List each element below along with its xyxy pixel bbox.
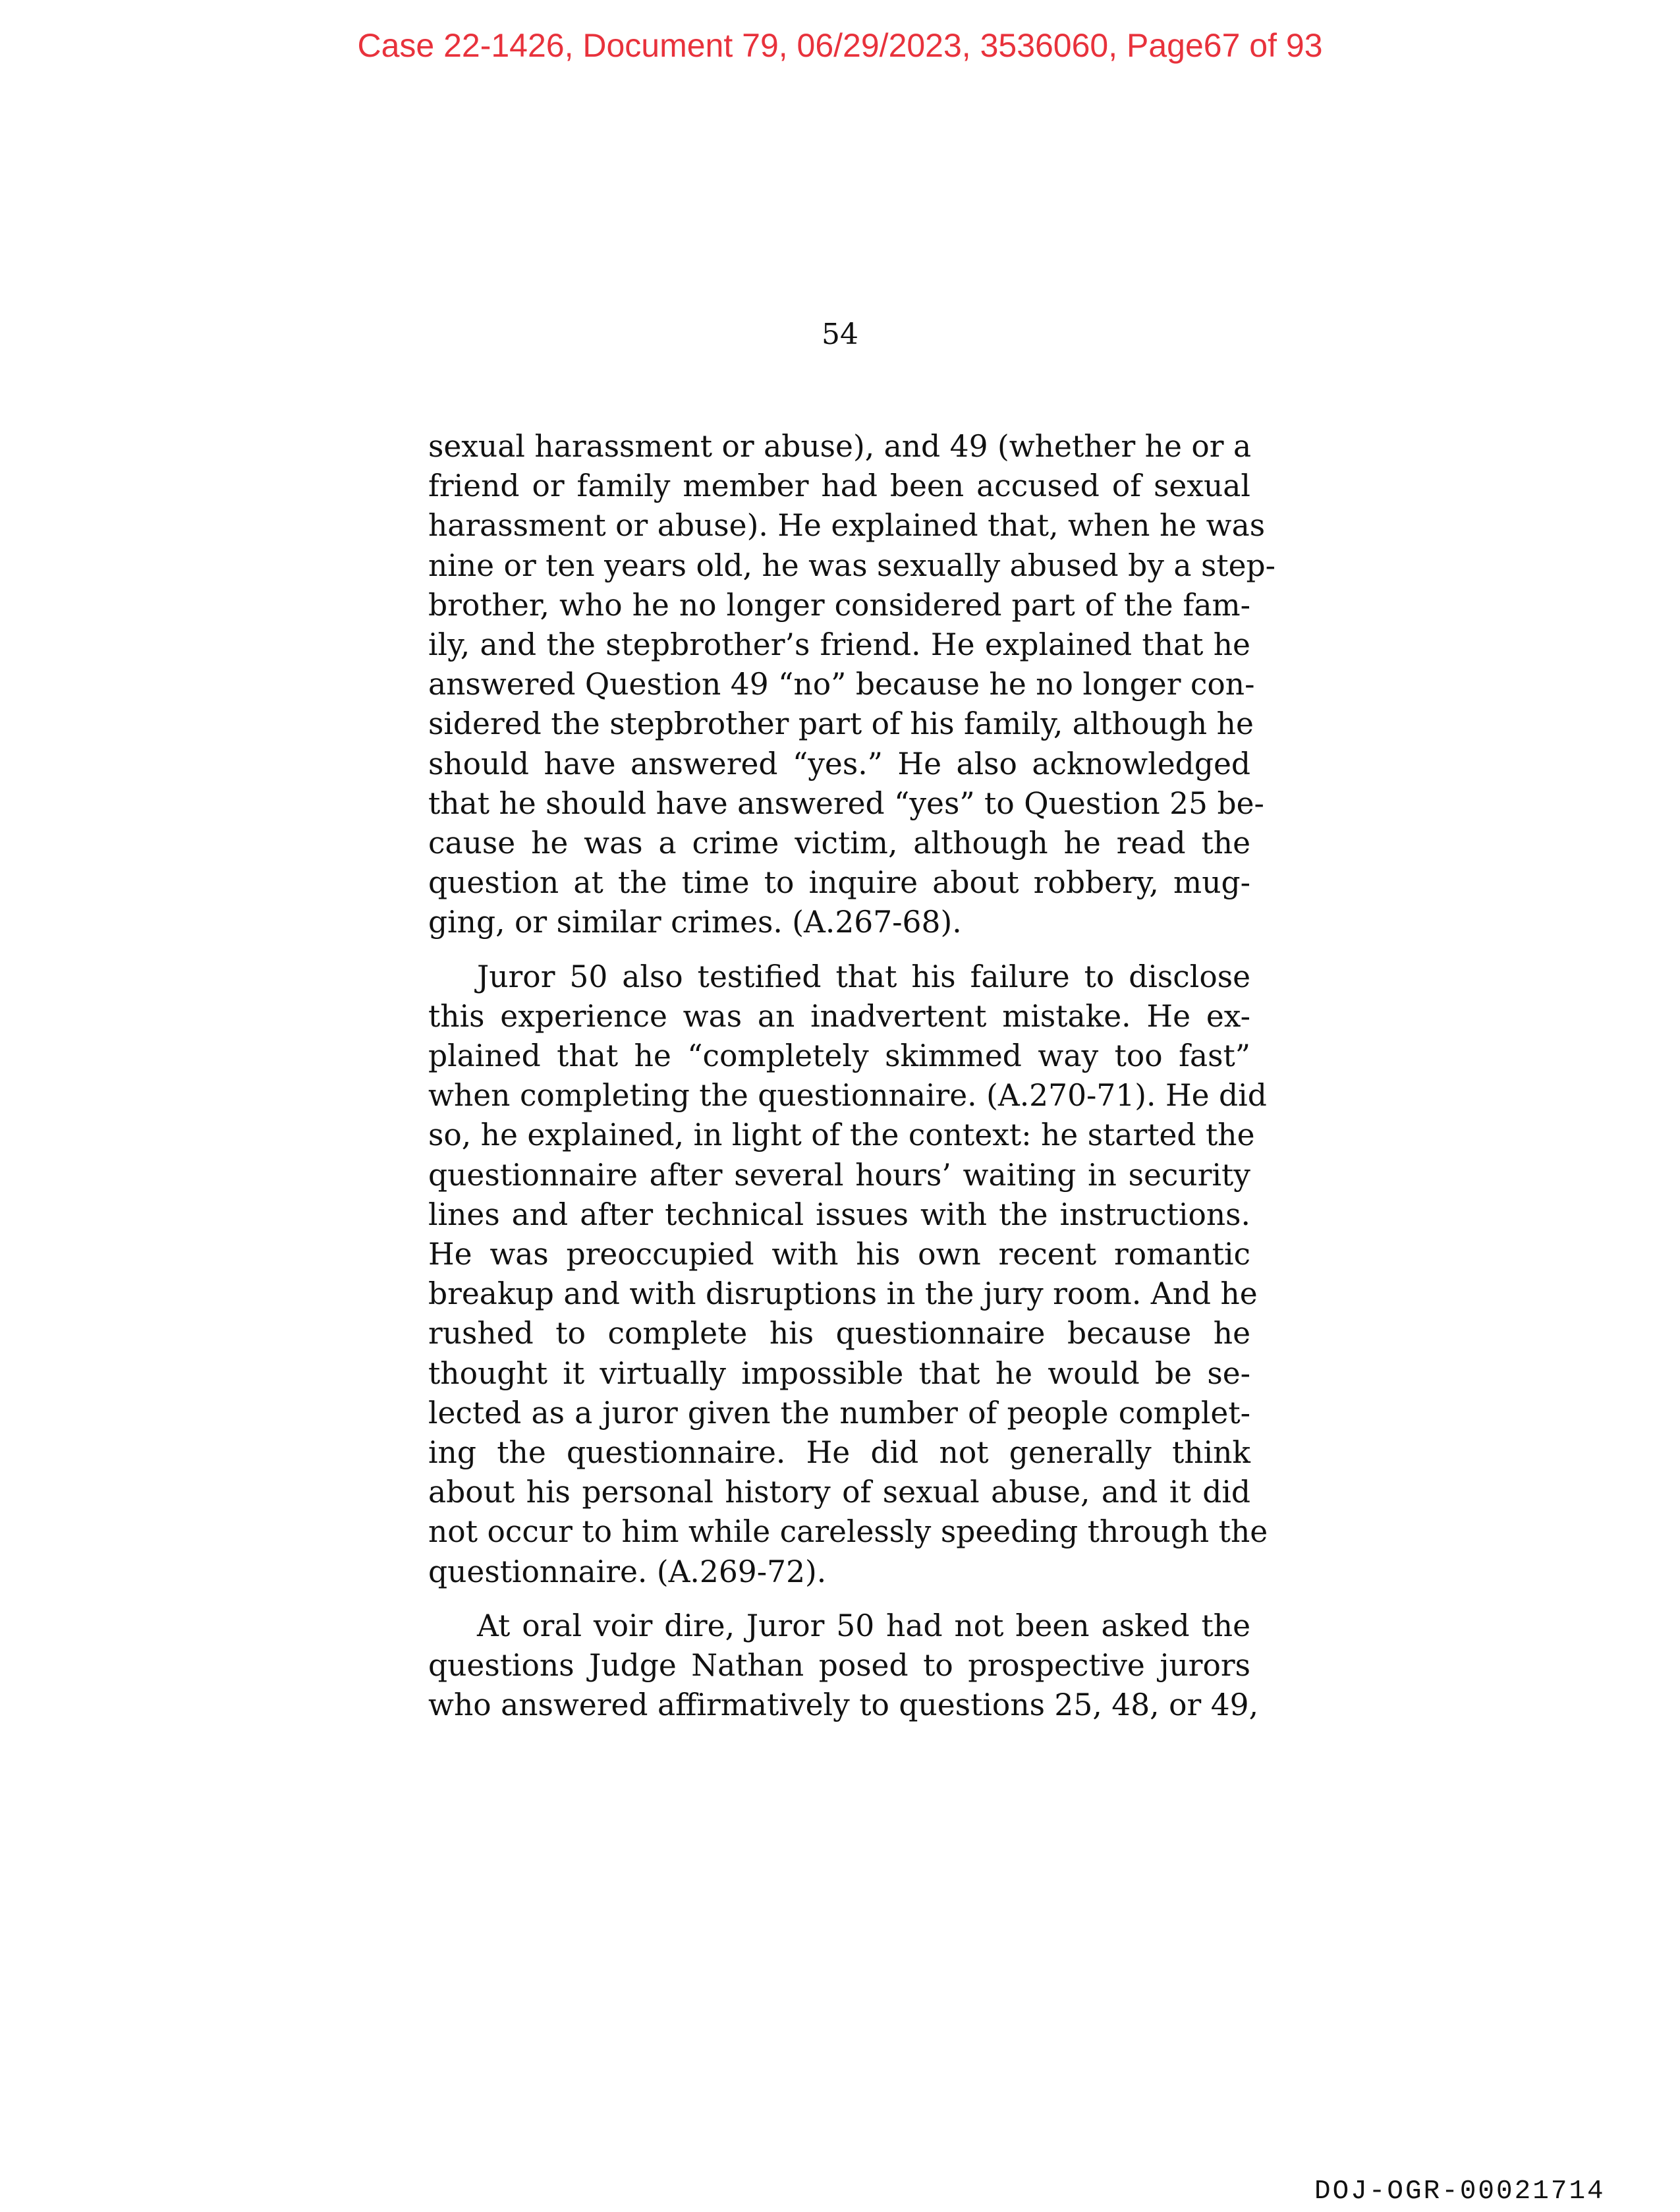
text-line: He was preoccupied with his own recent romantic: [428, 1237, 1250, 1272]
text-line: sidered the stepbrother part of his family, although he: [428, 706, 1254, 742]
text-line: lected as a juror given the number of people complet-: [428, 1395, 1250, 1431]
text-line: ing the questionnaire. He did not generally think: [428, 1435, 1250, 1471]
case-filing-stamp: Case 22-1426, Document 79, 06/29/2023, 3536060, Page67 of 93: [357, 27, 1323, 64]
text-line: who answered affirmatively to questions 25, 48, or 49,: [428, 1687, 1259, 1723]
text-line: that he should have answered “yes” to Question 25 be-: [428, 785, 1264, 821]
text-line: questions Judge Nathan posed to prospective jurors: [428, 1648, 1250, 1684]
text-line: lines and after technical issues with the instructions.: [428, 1197, 1250, 1232]
body-text: [428, 427, 1276, 1740]
text-line: this experience was an inadvertent mistake. He ex-: [428, 998, 1250, 1034]
text-line: nine or ten years old, he was sexually abused by a step-: [428, 548, 1276, 583]
text-line: ily, and the stepbrother’s friend. He explained that he: [428, 627, 1250, 663]
text-line: about his personal history of sexual abuse, and it did: [428, 1475, 1250, 1510]
text-line: should have answered “yes.” He also acknowledged: [428, 746, 1250, 781]
text-line: At oral voir dire, Juror 50 had not been asked the: [477, 1608, 1250, 1643]
text-line: Juror 50 also testified that his failure to disclose: [477, 959, 1250, 994]
text-line: breakup and with disruptions in the jury room. And he: [428, 1276, 1258, 1312]
bates-number: DOJ-OGR-00021714: [1314, 2176, 1606, 2207]
text-line: questionnaire after several hours’ waiting in security: [428, 1157, 1250, 1193]
text-line: harassment or abuse). He explained that, when he was: [428, 508, 1266, 544]
text-line: plained that he “completely skimmed way too fast”: [428, 1038, 1250, 1074]
text-line: answered Question 49 “no” because he no longer con-: [428, 667, 1255, 702]
text-line: when completing the questionnaire. (A.270-71). He did: [428, 1078, 1267, 1114]
page-number: 54: [822, 318, 858, 351]
text-line: rushed to complete his questionnaire because he: [428, 1316, 1250, 1351]
text-line: friend or family member had been accused of sexual: [428, 468, 1250, 504]
text-line: brother, who he no longer considered part of the fam-: [428, 587, 1250, 623]
paragraph: [428, 427, 1276, 943]
text-line: not occur to him while carelessly speeding through the: [428, 1514, 1268, 1550]
text-line: questionnaire. (A.269-72).: [428, 1554, 827, 1589]
text-line: thought it virtually impossible that he would be se-: [428, 1355, 1250, 1391]
text-line: ging, or similar crimes. (A.267-68).: [428, 905, 962, 940]
text-line: so, he explained, in light of the context: he started the: [428, 1118, 1255, 1153]
paragraph: [428, 957, 1268, 1592]
paragraph: [428, 1606, 1259, 1726]
text-line: question at the time to inquire about robbery, mug-: [428, 865, 1250, 901]
text-line: sexual harassment or abuse), and 49 (whether he or a: [428, 429, 1252, 464]
text-line: cause he was a crime victim, although he read the: [428, 826, 1250, 861]
